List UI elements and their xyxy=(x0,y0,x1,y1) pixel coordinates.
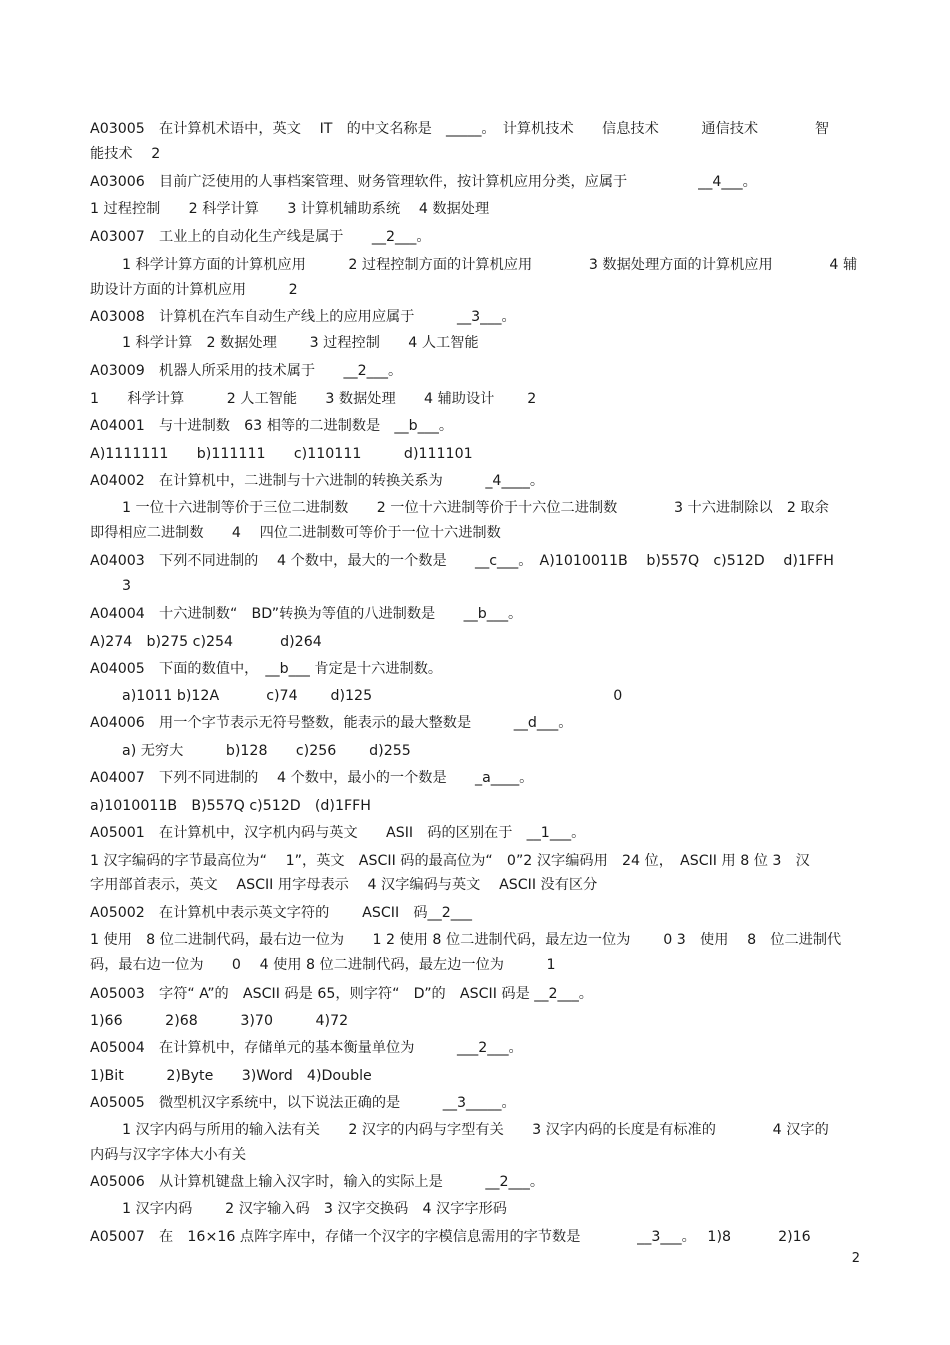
text-line: A05007 在 16×16 点阵字库中，存储一个汉字的字模信息需用的字节数是 __3___。 1)8 2)16 xyxy=(90,1229,811,1245)
text-line: 能技术 2 xyxy=(90,146,161,162)
text-line: 1)Bit 2)Byte 3)Word 4)Double xyxy=(90,1068,372,1084)
text-line: 3 xyxy=(122,578,132,594)
text-line: a)1010011B B)557Q c)512D (d)1FFH xyxy=(90,798,371,814)
page-number: 2 xyxy=(851,1251,860,1266)
text-line: A05003 字符“ A”的 ASCII 码是 65，则字符“ D”的 ASCII 码是 __2___。 xyxy=(90,986,593,1002)
text-line: A03007 工业上的自动化生产线是属于 __2___。 xyxy=(90,229,431,245)
text-line: 1 使用 8 位二进制代码，最右边一位为 1 2 使用 8 位二进制代码，最左边一位为 0 3 使用 8 位二进制代 xyxy=(90,932,842,948)
text-line: A03005 在计算机术语中，英文 IT 的中文名称是 _____。 计算机技术 信息技术 通信技术 智 xyxy=(90,121,830,137)
text-line: A03006 目前广泛使用的人事档案管理、财务管理软件，按计算机应用分类，应属于 __4___。 xyxy=(90,174,757,190)
text-line: 1 一位十六进制等价于三位二进制数 2 一位十六进制等价于十六位二进制数 3 十六进制除以 2 取余 xyxy=(122,500,829,516)
text-line: A05005 微型机汉字系统中，以下说法正确的是 __3_____。 xyxy=(90,1095,516,1111)
text-line: A03008 计算机在汽车自动生产线上的应用应属于 __3___。 xyxy=(90,309,516,325)
text-line: a) 无穷大 b)128 c)256 d)255 xyxy=(122,743,411,759)
text-line: 即得相应二进制数 4 四位二进制数可等价于一位十六进制数 xyxy=(90,525,501,541)
text-line: A05002 在计算机中表示英文字符的 ASCII 码__2___ xyxy=(90,905,473,921)
text-line: A04004 十六进制数“ BD”转换为等值的八进制数是 __b___。 xyxy=(90,606,523,622)
text-line: A04002 在计算机中，二进制与十六进制的转换关系为 _4____。 xyxy=(90,473,545,489)
text-line: A04005 下面的数值中， __b___ 肯定是十六进制数。 xyxy=(90,661,443,677)
text-line: 1 汉字编码的字节最高位为“ 1”，英文 ASCII 码的最高位为“ 0”2 汉字编码用 24 位， ASCII 用 8 位 3 汉 xyxy=(90,853,810,869)
text-line: 1 汉字内码 2 汉字输入码 3 汉字交换码 4 汉字字形码 xyxy=(122,1201,507,1217)
text-line: A05006 从计算机键盘上输入汉字时，输入的实际上是 __2___。 xyxy=(90,1174,545,1190)
text-line: 1 汉字内码与所用的输入法有关 2 汉字的内码与字型有关 3 汉字内码的长度是有标准的 4 汉字的 xyxy=(122,1122,829,1138)
text-line: 助设计方面的计算机应用 2 xyxy=(90,282,298,298)
text-line: A04001 与十进制数 63 相等的二进制数是 __b___。 xyxy=(90,418,454,434)
text-line: A04003 下列不同进制的 4 个数中，最大的一个数是 __c___。 A)1010011B b)557Q c)512D d)1FFH xyxy=(90,553,834,569)
text-line: A04006 用一个字节表示无符号整数，能表示的最大整数是 __d___。 xyxy=(90,715,573,731)
text-line: A05001 在计算机中，汉字机内码与英文 ASII 码的区别在于 __1___。 xyxy=(90,825,586,841)
text-line: A04007 下列不同进制的 4 个数中，最小的一个数是 _a____。 xyxy=(90,770,534,786)
text-line: 内码与汉字字体大小有关 xyxy=(90,1147,247,1163)
text-line: 1 科学计算方面的计算机应用 2 过程控制方面的计算机应用 3 数据处理方面的计算机应用 4 辅 xyxy=(122,257,858,273)
text-line: A)1111111 b)111111 c)110111 d)111101 xyxy=(90,446,473,462)
text-line: 码，最右边一位为 0 4 使用 8 位二进制代码，最左边一位为 1 xyxy=(90,957,556,973)
text-line: A)274 b)275 c)254 d)264 xyxy=(90,634,322,650)
text-line: 字用部首表示，英文 ASCII 用字母表示 4 汉字编码与英文 ASCII 没有区分 xyxy=(90,877,598,893)
text-line: A05004 在计算机中，存储单元的基本衡量单位为 ___2___。 xyxy=(90,1040,523,1056)
text-line: a)1011 b)12A c)74 d)125 0 xyxy=(122,688,623,704)
text-line: A03009 机器人所采用的技术属于 __2___。 xyxy=(90,363,403,379)
text-line: 1 过程控制 2 科学计算 3 计算机辅助系统 4 数据处理 xyxy=(90,201,490,217)
text-line: 1)66 2)68 3)70 4)72 xyxy=(90,1013,349,1029)
text-line: 1 科学计算 2 数据处理 3 过程控制 4 人工智能 xyxy=(122,335,479,351)
text-line: 1 科学计算 2 人工智能 3 数据处理 4 辅助设计 2 xyxy=(90,391,537,407)
